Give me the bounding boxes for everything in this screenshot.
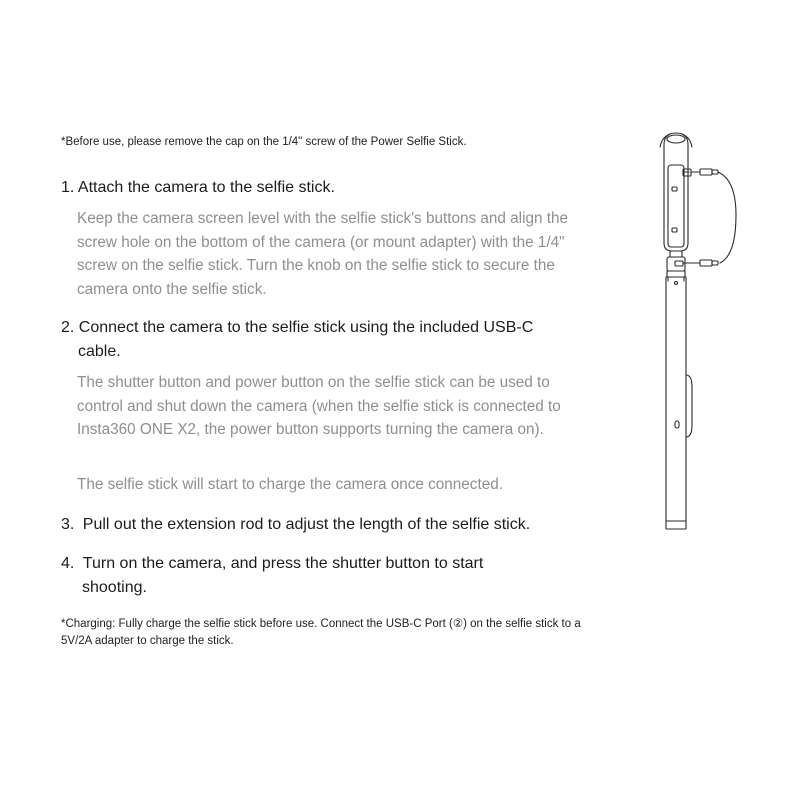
step-4-number: 4. [61,555,75,572]
step-4-text-line1: Turn on the camera, and press the shutter button to start [82,555,484,572]
step-2-charge-note: The selfie stick will start to charge the camera once connected. [77,476,503,493]
usb-c-cable-icon [683,169,736,266]
step-1-text: Attach the camera to the selfie stick. [77,179,335,196]
step-2-text-line1: Connect the camera to the selfie stick using the included USB-C [78,319,534,336]
step-3-number: 3. [61,516,75,533]
step-1-title [61,176,561,200]
mount-knob-icon [667,251,685,277]
step-4-text-line2: shooting. [82,579,147,596]
top-note: *Before use, please remove the cap on the 1/4" screw of the Power Selfie Stick. [61,136,467,148]
step-2-description: The shutter button and power button on the selfie stick can be used to control and shut down the camera (when the selfie stick is connected to Insta360 ONE X2, the power button supports turning the camera on). [77,374,561,438]
step-3-text: Pull out the extension rod to adjust the length of the selfie stick. [82,516,531,533]
charging-note: *Charging: Fully charge the selfie stick before use. Connect the USB-C Port (②) on the selfie stick to a 5V/2A adapter to charge the stick. [61,618,581,647]
step-3-title [61,513,601,537]
step-4-title [61,552,561,600]
selfie-stick-icon [666,277,692,529]
step-2-number: 2. [61,319,75,336]
camera-icon [660,133,692,251]
step-2-title [61,316,561,364]
selfie-stick-illustration [640,125,750,535]
step-1-number: 1. [61,179,75,196]
step-2-text-line2: cable. [78,343,121,360]
step-1-description: Keep the camera screen level with the selfie stick's buttons and align the screw hole on the bottom of the camera (or mount adapter) with the 1/4" screw on the selfie stick. Turn the knob on the selfie stick to secure the camera onto the selfie stick. [77,210,568,298]
